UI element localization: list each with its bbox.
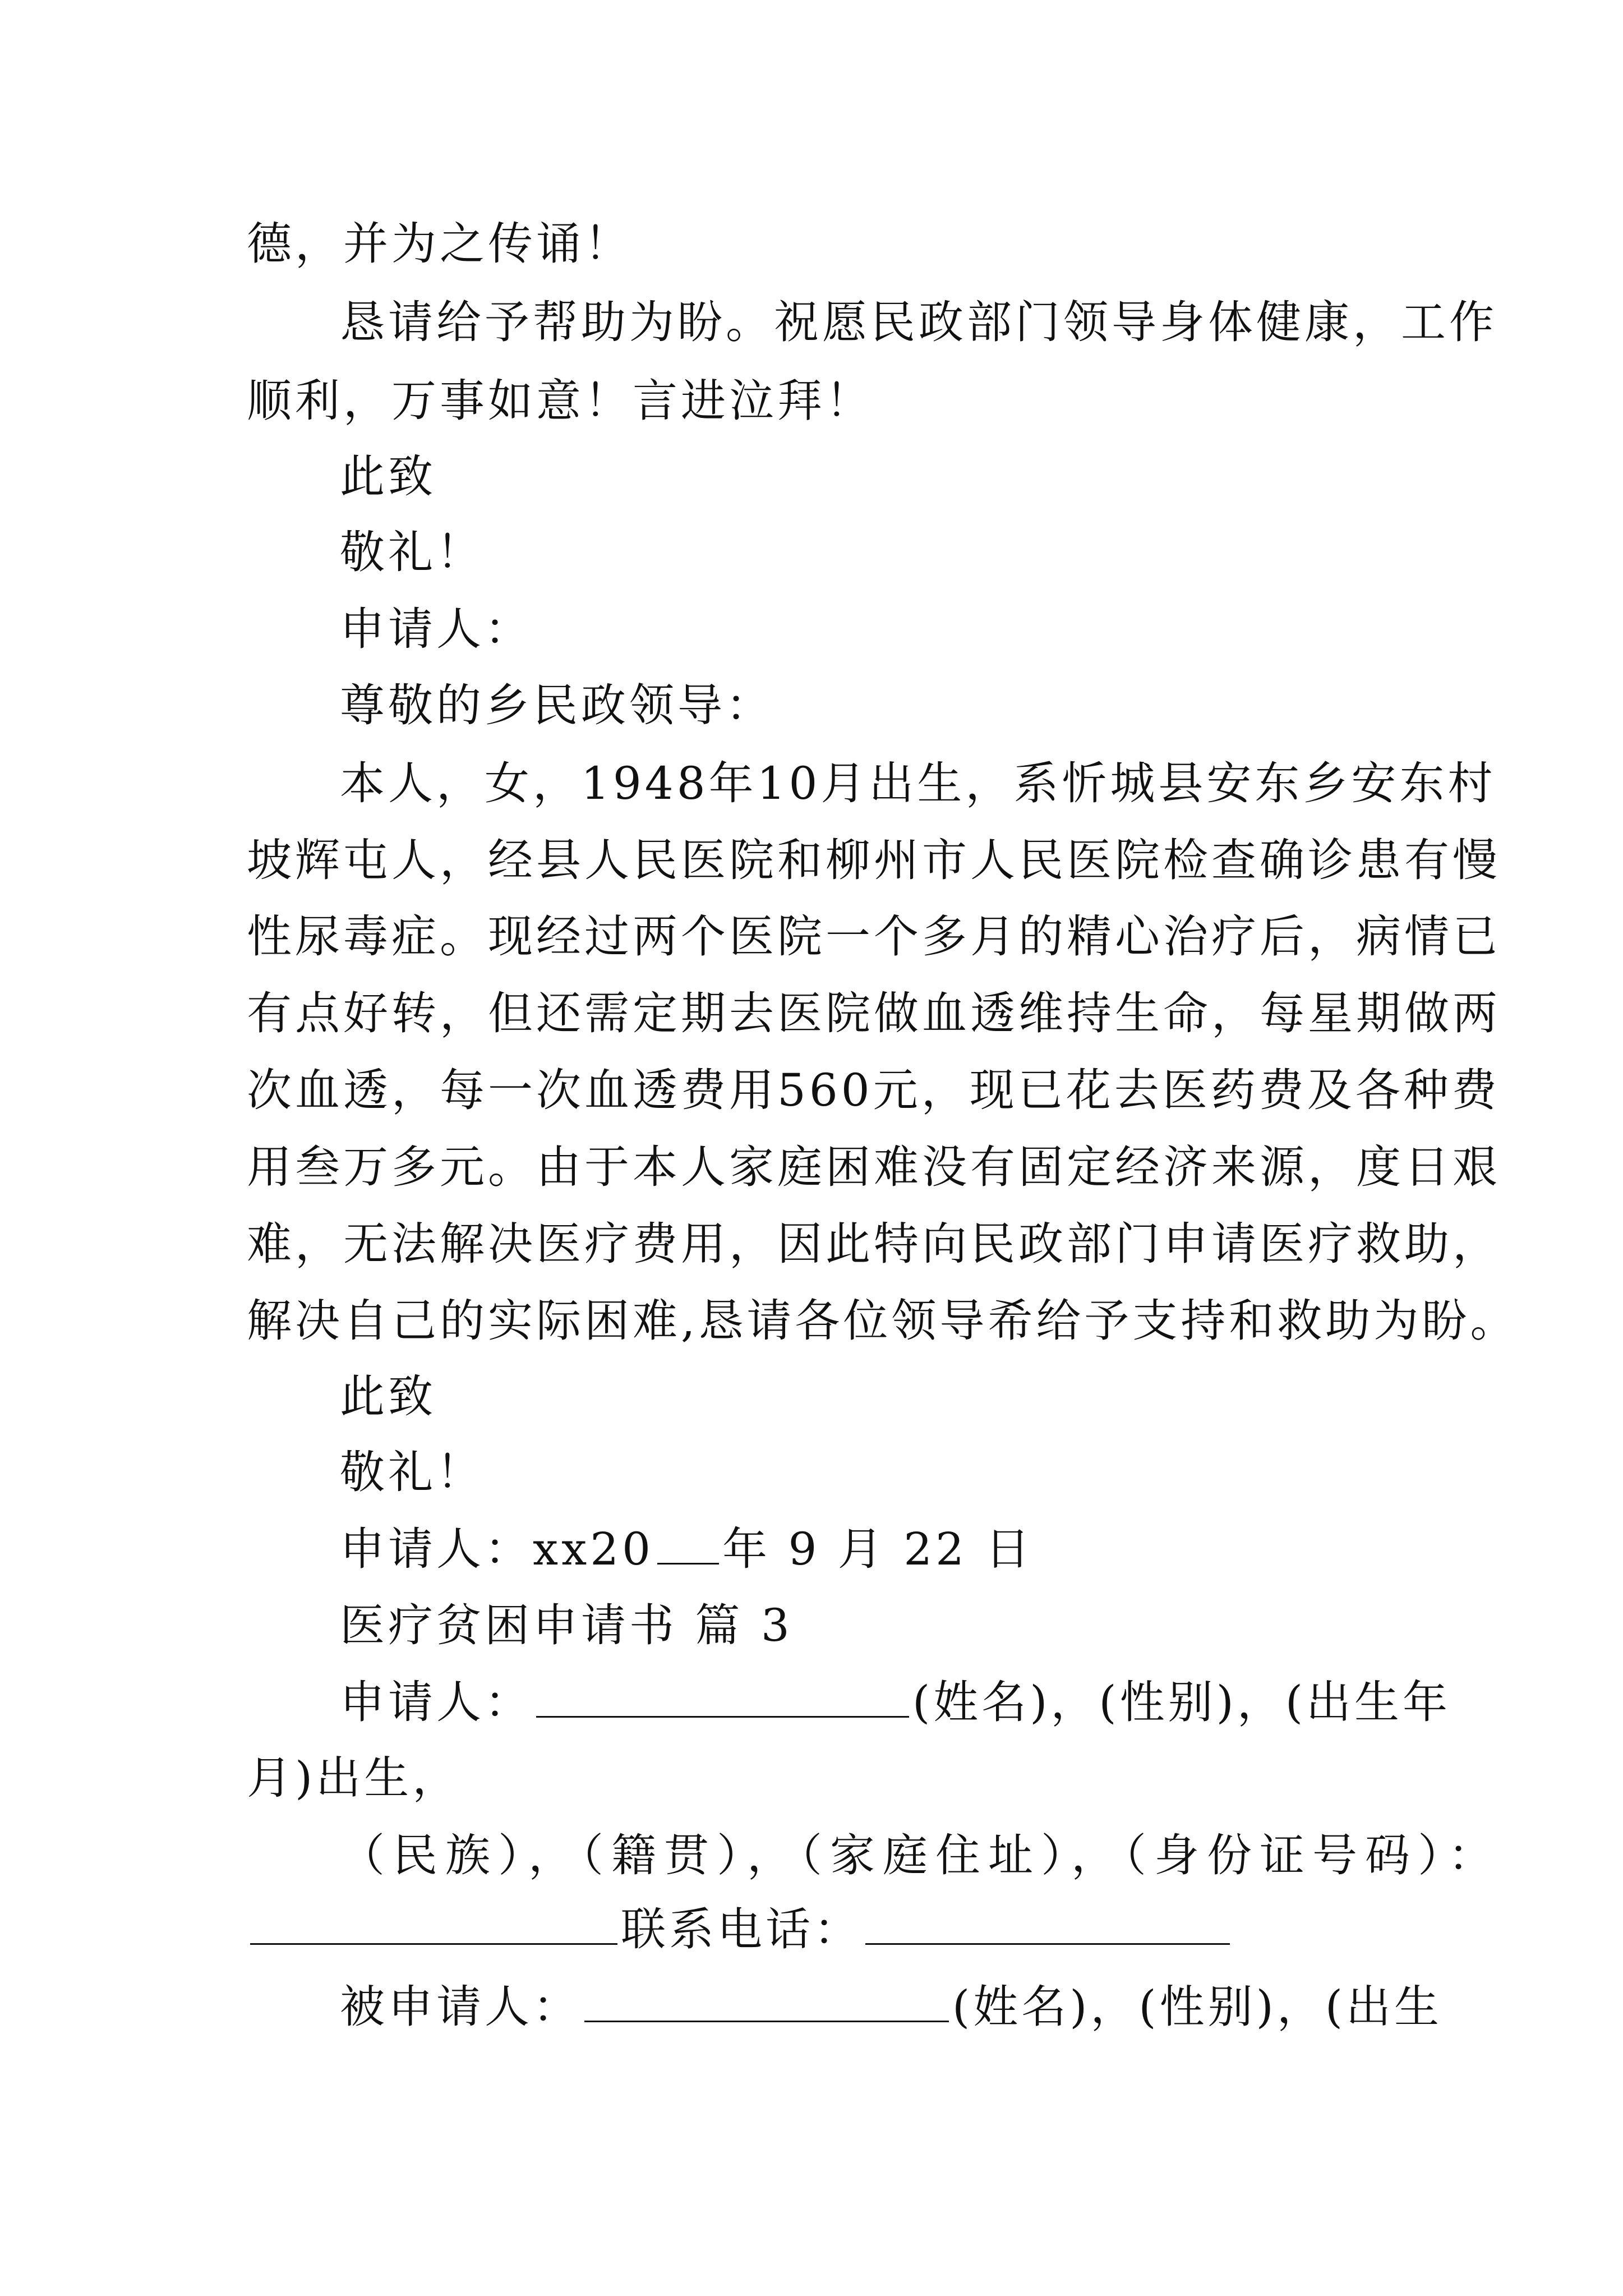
applicant-date-suffix: 年 9 月 22 日	[722, 1523, 1034, 1575]
body-line: 性尿毒症。现经过两个医院一个多月的精心治疗后，病情已	[247, 910, 1501, 963]
body-line: 解决自己的实际困难,恳请各位领导希给予支持和救助为盼。	[247, 1295, 1519, 1347]
form-phone-line	[247, 1903, 1233, 1955]
form-ethnic-line: （民族），（籍贯），（家庭住址），（身份证号码）：	[340, 1829, 1501, 1881]
form-applicant-label: 申请人：	[340, 1676, 533, 1728]
form-applicant-line	[340, 1676, 1451, 1728]
phone-blank	[865, 1908, 1230, 1945]
plea-line-1: 恳请给予帮助为盼。祝愿民政部门领导身体健康，工作	[340, 296, 1497, 348]
closing-jingli-2: 敬礼！	[340, 1446, 485, 1498]
form-respondent-fields: (姓名)，(性别)，(出生	[952, 1981, 1443, 2033]
body-line: 难，无法解决医疗费用，因此特向民政部门申请医疗救助，	[247, 1218, 1501, 1270]
section-title: 医疗贫困申请书 篇 3	[340, 1599, 793, 1651]
form-respondent-line	[340, 1981, 1443, 2033]
form-phone-label: 联系电话：	[621, 1903, 862, 1955]
paragraph-end: 德，并为之传诵！	[247, 218, 633, 270]
respondent-name-blank	[584, 1986, 949, 2022]
id-number-blank	[250, 1908, 617, 1945]
closing-cizhi-2: 此致	[340, 1370, 436, 1423]
closing-jingli-1: 敬礼！	[340, 526, 485, 578]
applicant-name-blank	[536, 1681, 909, 1718]
body-line: 次血透，每一次血透费用560元，现已花去医药费及各种费	[247, 1064, 1500, 1116]
closing-cizhi-1: 此致	[340, 450, 436, 503]
form-respondent-label: 被申请人：	[340, 1981, 581, 2033]
applicant-signature-2	[340, 1523, 1034, 1575]
form-applicant-continued: 月)出生，	[247, 1752, 461, 1804]
applicant-signature-1: 申请人：	[340, 603, 533, 655]
salutation: 尊敬的乡民政领导：	[340, 679, 774, 731]
body-line: 用叁万多元。由于本人家庭困难没有固定经济来源，度日艰	[247, 1141, 1501, 1193]
body-line: 坡辉屯人，经县人民医院和柳州市人民医院检查确诊患有慢	[247, 834, 1501, 886]
plea-line-2: 顺利，万事如意！言进泣拜！	[247, 375, 874, 427]
form-applicant-fields: (姓名)，(性别)，(出生年	[912, 1676, 1451, 1728]
body-line: 有点好转，但还需定期去医院做血透维持生命，每星期做两	[247, 987, 1501, 1039]
year-blank	[657, 1528, 719, 1565]
applicant-date-prefix: 申请人：xx20	[340, 1523, 654, 1575]
body-line: 本人，女，1948年10月出生，系忻城县安东乡安东村	[340, 757, 1496, 809]
